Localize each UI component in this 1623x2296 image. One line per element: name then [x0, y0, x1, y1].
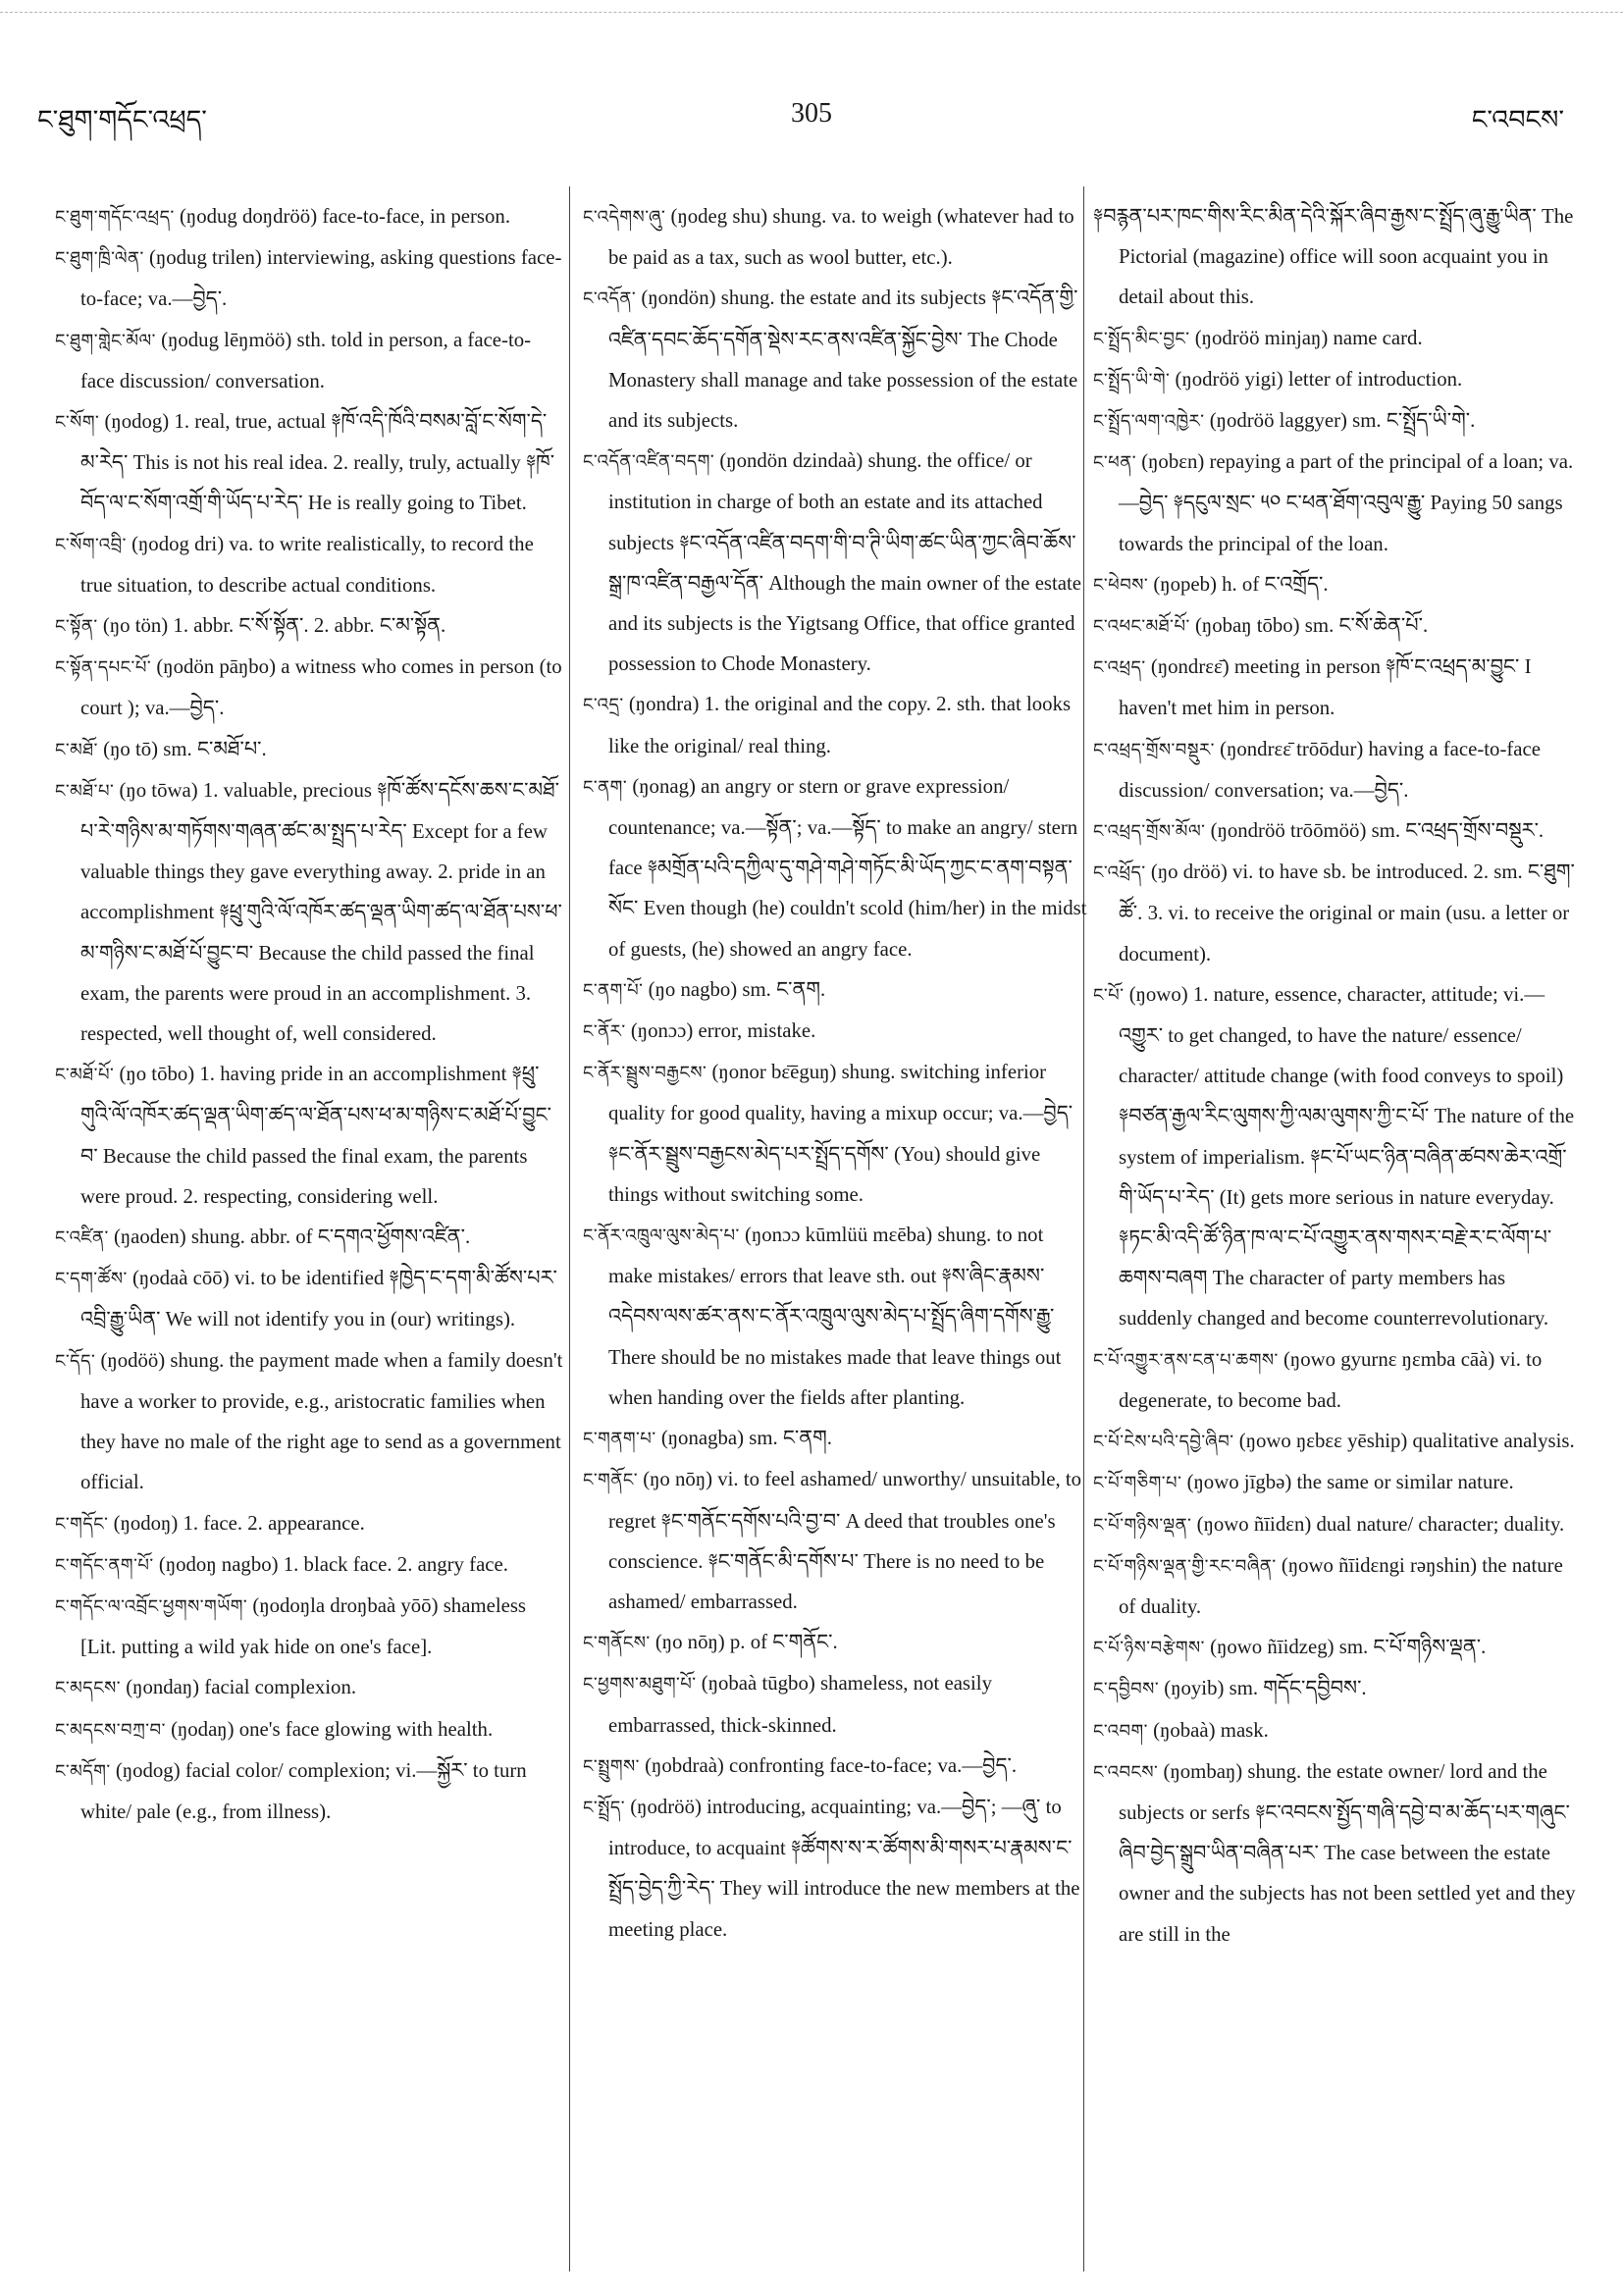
- dictionary-entry: [55, 647, 563, 728]
- entry-headword: ང་སོག་འབྲི་: [55, 534, 127, 555]
- dictionary-entry: [583, 684, 1089, 765]
- dictionary-entry: [1093, 1751, 1584, 1955]
- entry-definition: (ŋondröö trōōmöö) sm. ང་འཕྲད་གྲོས་བསྡུར་.: [1210, 819, 1544, 843]
- entry-headword: ང་པོ་གཅིག་པ་: [1093, 1473, 1182, 1494]
- running-head-right: ང་འབངས་: [1471, 105, 1564, 134]
- entry-definition: (ŋodoŋ) 1. face. 2. appearance.: [113, 1511, 365, 1535]
- dictionary-entry: [583, 441, 1089, 684]
- dictionary-entry: [1093, 647, 1584, 728]
- dictionary-entry: [55, 524, 563, 605]
- dictionary-entry: [583, 1052, 1089, 1215]
- entry-headword: ང་སྤྲོད་ཡི་གེ་: [1093, 369, 1171, 391]
- entry-definition: (ŋobdraà) confronting face-to-face; va.—བྱེད་.: [645, 1753, 1018, 1777]
- entry-definition: (ŋo tön) 1. abbr. ང་སོ་སྟོན་. 2. abbr. ང་མ་སྟོན.: [102, 614, 446, 638]
- entry-definition: (ŋaoden) shung. abbr. of ང་དགའ་ཕྱོགས་འཛིན་.: [113, 1226, 471, 1249]
- entry-headword: ང་པོ་འགྱུར་ནས་ངན་པ་ཆགས་: [1093, 1349, 1279, 1371]
- entry-headword: ང་གདོང་: [55, 1513, 109, 1535]
- dictionary-entry: [1093, 852, 1584, 974]
- entry-definition: (ŋonag) an angry or stern or grave expression/ countenance; va.—སྟོན་; va.—སྟོད་ to make an angry/ stern face ༈མགྲོན་པའི་དཀྱིལ་དུ་གཤེ་གཤེ་གཏོང་མི་ཡོད་ཀྱང་ང་ནག་བསྟན་སོང་ Even though (he) couldn't scold (him/her) in the midst of guests, (he) showed an angry face.: [608, 774, 1087, 961]
- entry-headword: ང་འདོན་: [583, 288, 637, 310]
- dictionary-entry: [583, 766, 1089, 969]
- entry-headword: ང་སོག་: [55, 412, 100, 434]
- entry-headword: ང་ཐུག་གདོང་འཕྲད་: [55, 207, 175, 228]
- entry-definition: (ŋodaà cōō) vi. to be identified ༈ཁྱེད་ང་དག་མི་ཚོས་པར་འབྲི་རྒྱུ་ཡིན་ We will not identify you in (our) writings).: [80, 1267, 557, 1331]
- entry-definition: (ŋo tō) sm. ང་མཐོ་པ་.: [103, 737, 267, 760]
- dictionary-column-2: [583, 196, 1089, 2267]
- entry-definition: (ŋo tōwa) 1. valuable, precious ༈ཁོ་ཚོས་དངོས་ཆས་ང་མཐོ་པ་རེ་གཉིས་མ་གཏོགས་གཞན་ཚང་མ་སྤྲད་པ་རེད་ Except for a few valuable things they gave everything away. 2. pride in an accomplishment ༈ཕྲུ་གུའི་ལོ་འཁོར་ཚད་ལྡན་ཡིག་ཚད་ལ་ཐོན་པས་ཕ་མ་གཉིས་ང་མཐོ་པོ་བྱུང་བ་ Because the child passed the final exam, the parents were proud in an accomplishment. 3. respected, well thought of, well considered.: [80, 778, 562, 1046]
- dictionary-entry: [1093, 810, 1584, 852]
- dictionary-entry: [1093, 1504, 1584, 1545]
- dictionary-entry: [55, 729, 563, 770]
- entry-headword: ང་མདངས་བཀྲ་བ་: [55, 1719, 166, 1741]
- entry-headword: ང་ཐུག་གླེང་མོལ་: [55, 330, 156, 351]
- entry-definition: (ŋo tōbo) 1. having pride in an accomplishment ༈ཕྲུ་གུའི་ལོ་འཁོར་ཚད་ལྡན་ཡིག་ཚད་ལ་ཐོན་པས་ཕ་མ་གཉིས་ང་མཐོ་པོ་བྱུང་བ་ Because the child passed the final exam, the parents were proud. 2. respecting, considering well.: [80, 1063, 551, 1208]
- entry-headword: ང་ནག་: [583, 776, 628, 798]
- dictionary-entry: [55, 1503, 563, 1544]
- dictionary-entry: [55, 1709, 563, 1750]
- entry-headword: ང་གདོང་ལ་འབྲོང་ཕྱགས་གཡོག་: [55, 1595, 248, 1617]
- dictionary-entry: [55, 1217, 563, 1258]
- entry-headword: ང་པོ་ཉིས་བརྩེགས་: [1093, 1638, 1205, 1659]
- dictionary-entry: [583, 1418, 1089, 1459]
- entry-definition: (ŋowo ñīidɛngi rəŋshin) the nature of duality.: [1119, 1553, 1563, 1618]
- dictionary-entry: [583, 969, 1089, 1011]
- entry-definition: (ŋondra) 1. the original and the copy. 2. sth. that looks like the original/ real thing.: [608, 693, 1072, 757]
- dictionary-column-3: [1093, 196, 1584, 2267]
- entry-headword: ང་འདེགས་ཞུ་: [583, 207, 666, 228]
- entry-definition: (ŋodog dri) va. to write realistically, to record the true situation, to describe actual conditions.: [80, 532, 534, 597]
- dictionary-entry: [1093, 400, 1584, 442]
- entry-definition: (ŋobaà tūgbo) shameless, not easily embarrassed, thick-skinned.: [608, 1672, 992, 1737]
- entry-definition: (ŋondön) shung. the estate and its subjects ༈ང་འདོན་གྱི་འཛིན་དབང་ཆོད་དགོན་སྡེས་རང་ནས་འཛིན་སྐྱོང་བྱེས་ The Chode Monastery shall manage and take possession of the estate and its subjects.: [608, 287, 1078, 433]
- entry-definition: (ŋodoŋ nagbo) 1. black face. 2. angry face.: [158, 1552, 508, 1576]
- dictionary-entry: [1093, 1545, 1584, 1627]
- entry-definition: (ŋo nagbo) sm. ང་ནག.: [648, 977, 826, 1001]
- page-number: 305: [791, 98, 832, 129]
- entry-headword: ང་ནོར་: [583, 1021, 626, 1043]
- entry-headword: ང་པོ་ངེས་པའི་དབྱེ་ཞིབ་: [1093, 1432, 1234, 1453]
- dictionary-entry: [1093, 1339, 1584, 1421]
- entry-headword: ང་འཛིན་: [55, 1227, 109, 1249]
- entry-definition: (ŋodröö yigi) letter of introduction.: [1175, 367, 1463, 391]
- dictionary-entry: [1093, 1710, 1584, 1751]
- entry-definition: (ŋombaŋ) shung. the estate owner/ lord and the subjects or serfs ༈ང་འབངས་སྤྱོད་གཞི་དབྱེ་བ་མ་ཆོད་པར་གཞུང་ཞིབ་བྱེད་སྒྲུབ་ཡིན་བཞིན་པར་ The case between the estate owner and the subjects has not been settled yet and they are still in the: [1119, 1759, 1576, 1946]
- column-divider: [569, 186, 570, 2271]
- dictionary-entry: [583, 1011, 1089, 1052]
- entry-definition: (ŋowo ñīidɛn) dual nature/ character; duality.: [1196, 1512, 1565, 1536]
- dictionary-entry: [55, 1544, 563, 1586]
- entry-headword: ང་སྟོན་དཔང་པོ་: [55, 657, 152, 679]
- dictionary-entry: [1093, 1421, 1584, 1462]
- entry-definition: (ŋobaŋ tōbo) sm. ང་སོ་ཆེན་པོ་.: [1194, 614, 1429, 638]
- entry-headword: ང་ཐུག་ཁྲི་ལེན་: [55, 248, 144, 270]
- dictionary-entry: [55, 320, 563, 401]
- entry-headword: ང་སྟོན་: [55, 616, 98, 638]
- dictionary-entry: [55, 1586, 563, 1667]
- entry-headword: ང་འཕྲད་: [1093, 657, 1146, 679]
- dictionary-entry: [583, 1787, 1089, 1950]
- dictionary-entry: [55, 1750, 563, 1832]
- dictionary-entry: [55, 1667, 563, 1708]
- entry-definition: (ŋodug trilen) interviewing, asking questions face-to-face; va.—བྱེད་.: [80, 246, 562, 311]
- entry-headword: ང་འདོན་འཛིན་བདག་: [583, 451, 715, 473]
- entry-definition: (ŋonor bɛ̄ēguŋ) shung. switching inferior quality for good quality, having a mixup occur; va.—བྱེད་ ༈ང་ནོར་སྦྲུས་བརྒྱངས་མེད་པར་སྤྲོད་དགོས་ (You) should give things without switching some.: [608, 1061, 1073, 1206]
- entry-definition: (ŋobaà) mask.: [1153, 1718, 1269, 1742]
- dictionary-entry: [1093, 442, 1584, 564]
- entry-headword: ང་ཕན་: [1093, 452, 1136, 474]
- entry-definition: (ŋodug lēŋmöö) sth. told in person, a face-to-face discussion/ conversation.: [80, 328, 532, 392]
- entry-headword: ང་པོ་: [1093, 984, 1125, 1006]
- dictionary-entry: [55, 237, 563, 319]
- entry-definition: (ŋodaŋ) one's face glowing with health.: [171, 1717, 494, 1741]
- entry-headword: ང་འདྲ་: [583, 695, 624, 716]
- entry-headword: ང་དོད་: [55, 1350, 96, 1372]
- running-head-left: ང་ཐུག་གདོང་འཕྲད་: [37, 105, 207, 134]
- entry-definition: (ŋowo gyurnɛ ŋɛmba cāà) vi. to degenerate, to become bad.: [1119, 1347, 1543, 1412]
- entry-definition: (ŋowo jīgbə) the same or similar nature.: [1186, 1471, 1514, 1494]
- entry-definition: (ŋo nōŋ) vi. to feel ashamed/ unworthy/ unsuitable, to regret ༈ང་གནོང་དགོས་པའི་བྱ་བ་ A deed that troubles one's conscience. ༈ང་གནོང་མི་དགོས་པ་ There is no need to be ashamed/ embarrassed.: [608, 1468, 1082, 1613]
- entry-headword: ང་སྤྲོད་: [583, 1797, 626, 1818]
- entry-headword: ང་སྤྲོད་ལག་འཁྱེར་: [1093, 411, 1205, 433]
- dictionary-entry: [583, 196, 1089, 278]
- entry-headword: ང་འཕྲད་གྲོས་མོལ་: [1093, 821, 1206, 843]
- entry-definition: (ŋodeg shu) shung. va. to weigh (whatever had to be paid as a tax, such as wool butter, etc.).: [608, 205, 1074, 270]
- entry-headword: ང་དབྱིབས་: [1093, 1679, 1160, 1700]
- entry-headword: ང་པོ་གཉིས་ལྡན་གྱི་རང་བཞིན་: [1093, 1555, 1277, 1577]
- entry-definition: (ŋondrɛɛ̄ trōōdur) having a face-to-face discussion/ conversation; va.—བྱེད་.: [1119, 737, 1541, 802]
- dictionary-entry: [583, 1622, 1089, 1663]
- entry-headword: ང་འཕང་མཐོ་པོ་: [1093, 616, 1190, 638]
- entry-definition: (ŋonɔɔ kūmlüü mɛēba) shung. to not make mistakes/ errors that leave sth. out ༈ས་ཞིང་རྣམས་འདེབས་ལས་ཚར་ནས་ང་ནོར་འཁྲུལ་ལུས་མེད་པ་སྤྲོད་ཞིག་དགོས་རྒྱུ་ There should be no mistakes made that leave things out when handing over the fields after planting.: [608, 1224, 1062, 1409]
- entry-definition: (ŋopeb) h. of ང་འགྲོད་.: [1153, 572, 1329, 596]
- dictionary-entry: [55, 1054, 563, 1217]
- entry-headword: ང་འཕྲོད་: [1093, 862, 1146, 884]
- dictionary-entry: [55, 196, 563, 237]
- entry-headword: ང་མཐོ་པོ་: [55, 1065, 115, 1086]
- dictionary-column-1: [55, 196, 563, 2267]
- entry-headword: ང་མདོག་: [55, 1760, 111, 1782]
- entry-definition: (ŋondön dzindaà) shung. the office/ or institution in charge of both an estate and its attached subjects ༈ང་འདོན་འཛིན་བདག་གི་བ་ཊི་ཡིག་ཚང་ཡིན་ཀྱང་ཞིབ་ཆོས་སྒྲ་ཁ་འཛིན་བརྒྱལ་དོན་ Although the main owner of the estate and its subjects is the Yigtsang Office, that office granted possession to Chode Monastery.: [608, 449, 1082, 676]
- entry-definition: (ŋoyib) sm. གདོང་དབྱིབས་.: [1164, 1677, 1367, 1700]
- entry-headword: ང་འབག་: [1093, 1720, 1148, 1742]
- entry-headword: ང་ནག་པོ་: [583, 979, 644, 1001]
- entry-definition: (ŋobɛn) repaying a part of the principal of a loan; va.—བྱེད་ ༈དངུལ་སྲང་ ༥༠ ང་ཕན་ཐོག་འབུལ་རྒྱུ་ Paying 50 sangs towards the principal of the loan.: [1119, 450, 1574, 555]
- dictionary-entry: [55, 770, 563, 1054]
- entry-headword: ང་མདངས་: [55, 1678, 122, 1699]
- entry-headword: ང་གནག་པ་: [583, 1429, 656, 1450]
- entry-headword: ང་སྤྲུགས་: [583, 1755, 640, 1777]
- entry-headword: ང་འབངས་: [1093, 1761, 1159, 1783]
- dictionary-entry: [1093, 1668, 1584, 1709]
- entry-definition: (ŋodröö minjaŋ) name card.: [1194, 326, 1423, 349]
- entry-definition: (ŋo nōŋ) p. of ང་གནོང་.: [654, 1631, 838, 1654]
- entry-headword: ང་ཕྱགས་མཐུག་པོ་: [583, 1674, 697, 1696]
- entry-headword: ང་འཕྲད་གྲོས་བསྡུར་: [1093, 739, 1215, 760]
- dictionary-entry: [55, 1340, 563, 1503]
- entry-definition: (ŋowo ŋɛbɛɛ yēship) qualitative analysis.: [1238, 1430, 1575, 1453]
- dictionary-entry: [55, 401, 563, 524]
- entry-definition: (ŋowo) 1. nature, essence, character, attitude; vi.—འགྱུར་ to get changed, to have the nature/ essence/ character/ attitude change (with food conveys to spoil) ༈བཙན་རྒྱལ་རིང་ལུགས་ཀྱི་ལམ་ལུགས་ཀྱི་ང་པོ་ The nature of the system of imperialism. ༈ང་པོ་ཡང་ཉིན་བཞིན་ཚབས་ཆེར་འགྲོ་གི་ཡོད་པ་རེད་ (It) gets more serious in nature everyday. ༈ཏང་མི་འདི་ཚོ་ཉིན་ཁ་ལ་ང་པོ་འགྱུར་ནས་གསར་བརྗེ་ར་ང་ལོག་པ་ཆགས་བཞག The character of party members has suddenly changed and become counterrevolutionary.: [1119, 982, 1575, 1331]
- entry-headword: ང་སྤྲོད་མིང་བྱང་: [1093, 328, 1190, 349]
- entry-headword: ང་ནོར་འཁྲུལ་ལུས་མེད་པ་: [583, 1226, 740, 1247]
- entry-headword: ང་པོ་གཉིས་ལྡན་: [1093, 1514, 1192, 1536]
- entry-headword: ང་གནོང་: [583, 1470, 639, 1491]
- dictionary-entry: [1093, 196, 1584, 318]
- dictionary-entry: [1093, 1627, 1584, 1668]
- entry-definition: (ŋowo ñīidzeg) sm. ང་པོ་གཉིས་ལྡན་.: [1210, 1636, 1487, 1659]
- entry-headword: ང་གནོངས་: [583, 1633, 651, 1654]
- entry-definition: (ŋonagba) sm. ང་ནག.: [660, 1427, 832, 1450]
- entry-headword: ང་དག་ཚོས་: [55, 1269, 128, 1290]
- entry-headword: ང་མཐོ་: [55, 739, 98, 760]
- dictionary-entry: [583, 1746, 1089, 1787]
- dictionary-entry: [1093, 564, 1584, 605]
- dictionary-entry: [55, 605, 563, 647]
- dictionary-entry: [1093, 359, 1584, 400]
- top-scan-rule: [0, 12, 1623, 13]
- dictionary-entry: [1093, 729, 1584, 810]
- dictionary-entry: [583, 1459, 1089, 1622]
- entry-definition: (ŋo dröö) vi. to have sb. be introduced. 2. sm. ང་ཐུག་ཚོ་. 3. vi. to receive the original or main (usu. a letter or document).: [1119, 861, 1575, 965]
- entry-definition: (ŋodug doŋdröö) face-to-face, in person.: [180, 205, 511, 228]
- entry-definition: (ŋondaŋ) facial complexion.: [126, 1676, 357, 1699]
- dictionary-entry: [583, 1215, 1089, 1418]
- entry-headword: ང་ཕེབས་: [1093, 574, 1149, 596]
- entry-headword: ང་གདོང་ནག་པོ་: [55, 1554, 154, 1576]
- entry-definition: ༈བརྙན་པར་ཁང་གིས་རིང་མིན་དེའི་སྐོར་ཞིབ་རྒྱས་ང་སྤྲོད་ཞུ་རྒྱུ་ཡིན་ The Pictorial (magazine) office will soon acquaint you in detail about this.: [1093, 205, 1574, 309]
- entry-definition: (ŋodog) 1. real, true, actual ༈ཁོ་འདི་ཁོའི་བསམ་བློ་ང་སོག་དེ་མ་རེད་ This is not his real idea. 2. really, truly, actually ༈ཁོ་བོད་ལ་ང་སོག་འགྲོ་གི་ཡོད་པ་རེད་ He is really going to Tibet.: [80, 410, 555, 515]
- entry-definition: (ŋonɔɔ) error, mistake.: [630, 1019, 816, 1043]
- entry-definition: (ŋondrɛɛ̄) meeting in person ༈ཁོ་ང་འཕྲད་མ་བྱུང་ I haven't met him in person.: [1119, 655, 1532, 720]
- dictionary-entry: [1093, 318, 1584, 359]
- entry-headword: ང་མཐོ་པ་: [55, 780, 115, 802]
- dictionary-entry: [1093, 1462, 1584, 1503]
- entry-definition: (ŋodog) facial color/ complexion; vi.—སྐྱོར་ to turn white/ pale (e.g., from illness).: [80, 1758, 527, 1823]
- dictionary-entry: [1093, 974, 1584, 1339]
- entry-definition: (ŋodoŋla droŋbaà yōō) shameless [Lit. putting a wild yak hide on one's face].: [80, 1593, 527, 1659]
- entry-definition: (ŋodön pāŋbo) a witness who comes in person (to court ); va.—བྱེད་.: [80, 655, 562, 720]
- dictionary-entry: [583, 1663, 1089, 1745]
- entry-definition: (ŋodöö) shung. the payment made when a family doesn't have a worker to provide, e.g., aristocratic families when they have no male of the right age to send as a government official.: [80, 1348, 563, 1494]
- dictionary-entry: [583, 278, 1089, 441]
- entry-definition: (ŋodröö laggyer) sm. ང་སྤྲོད་ཡི་གེ་.: [1209, 409, 1476, 433]
- dictionary-entry: [1093, 605, 1584, 647]
- entry-headword: ང་ནོར་སྦྲུས་བརྒྱངས་: [583, 1063, 707, 1084]
- entry-definition: (ŋodröö) introducing, acquainting; va.—བྱེད་; —ཞུ་ to introduce, to acquaint ༈ཚོགས་ས་ར་ཚོགས་མི་གསར་པ་རྣམས་ང་སྤྲོད་བྱེད་ཀྱི་རེད་ They will introduce the new members at the meeting place.: [608, 1795, 1080, 1941]
- dictionary-entry: [55, 1258, 563, 1339]
